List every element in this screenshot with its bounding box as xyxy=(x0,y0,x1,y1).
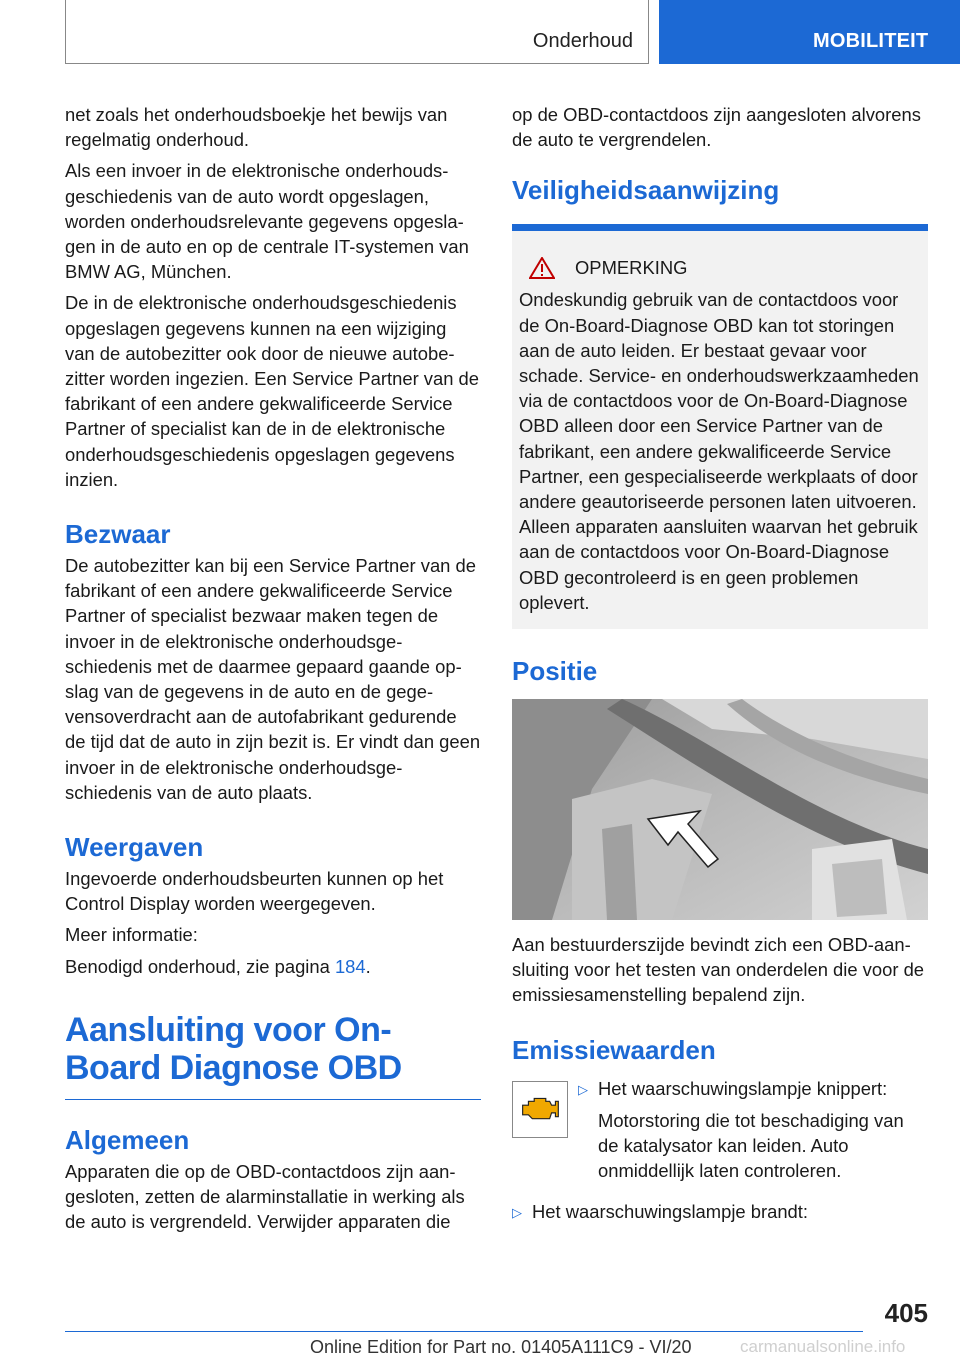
paragraph: Ingevoerde onderhoudsbeurten kunnen op het Control Display worden weergegeven. xyxy=(65,868,444,915)
page-reference-text: Benodigd onderhoud, zie pagina xyxy=(65,955,335,977)
header-tab-label[interactable]: MOBILITEIT xyxy=(813,30,929,52)
chapter-heading-block xyxy=(65,1011,481,1100)
heading-bezwaar: Bezwaar xyxy=(65,519,171,550)
warning-note-label: OPMERKING xyxy=(575,257,688,279)
heading-veiligheid: Veiligheidsaanwijzing xyxy=(512,175,780,206)
bullet-triangle-icon: ▷ xyxy=(578,1081,588,1097)
paragraph: De autobezitter kan bij een Service Partner van de fabrikant of een andere gekwalificeerde Service Partner of specialist bezwaar maken tegen de invoer in de elektronische onderhoudsgeschiedenis met de daarmee gepaard gaande opslag van de gegevens in de auto en de gegevensoverdracht aan de autofabrikant gedurende de tijd dat de auto in zijn bezit is. Er vindt dan geen invoer in de elektronische onderhoudsgeschiedenis van de auto plaats. xyxy=(65,555,481,803)
paragraph: op de OBD-contactdoos zijn aangesloten alvorens de auto te vergrendelen. xyxy=(512,104,921,151)
heading-positie: Positie xyxy=(512,656,598,687)
page-reference-link[interactable]: 184 xyxy=(334,955,366,977)
list-item xyxy=(578,1076,928,1102)
warning-note-text: Ondeskundig gebruik van de contactdoos voor de On-Board-Diagnose OBD kan tot storingen aan de auto leiden. Er bestaat gevaar voor schade. Service- en onderhoudswerkzaamheden via de contactdoos voor de On-Board-Diagnose OBD alleen door een Service Partner van de fabrikant, een andere gekwalificeerde Service Partner, een gespecialiseerde werkplaats of door andere geautoriseerde personen laten uitvoeren. Alleen apparaten aansluiten waarvan het gebruik aan de contactdoos voor On-Board-Diagnose OBD gecontroleerd is en geen problemen oplevert. xyxy=(519,289,919,613)
paragraph: Aan bestuurderszijde bevindt zich een OBD-aansluiting voor het testen van onderdelen die voor de emissiesamenstelling bepalend zijn. xyxy=(512,934,925,1006)
list-item-text: Het waarschuwingslampje knippert: xyxy=(598,1077,888,1099)
right-column xyxy=(512,102,928,1232)
left-column xyxy=(65,102,481,1241)
list-item-subtext: Motorstoring die tot beschadiging van de katalysator kan leiden. Auto onmiddellijk laten controleren. xyxy=(598,1109,904,1182)
paragraph: Apparaten die op de OBD-contactdoos zijn aangesloten, zetten de alarminstallatie in werking als de auto is vergrendeld. Verwijder apparaten die xyxy=(65,1160,465,1233)
obd-position-photo xyxy=(512,699,928,920)
chapter-title: Aansluiting voor On-Board Diagnose OBD xyxy=(65,1010,402,1087)
page-number: 405 xyxy=(884,1298,928,1328)
footer-watermark: carmanualsonline.info xyxy=(740,1337,906,1356)
emission-row xyxy=(512,1076,928,1190)
paragraph: Meer informatie: xyxy=(65,924,198,946)
bullet-triangle-icon: ▷ xyxy=(512,1205,522,1221)
warning-note-title xyxy=(519,257,921,279)
footer-edition: Online Edition for Part no. 01405A111C9 - VI/20 xyxy=(310,1337,692,1357)
heading-emissie: Emissiewaarden xyxy=(512,1034,716,1065)
emission-bullets xyxy=(578,1076,928,1190)
warning-triangle-icon xyxy=(529,257,555,279)
list-item-text: Het waarschuwingslampje brandt: xyxy=(532,1201,808,1223)
heading-weergaven: Weergaven xyxy=(65,832,204,863)
header-section-title: Onderhoud xyxy=(532,30,633,52)
paragraph: De in de elektronische onderhoudsgeschiedenis opgeslagen gegevens kunnen na een wijziging van de autobezitter ook door de nieuwe autobezitter worden ingezien. Een Service Partner van de fabrikant of een andere gekwalificeerde Service Partner of specialist kan de in de elektronische onderhoudsgeschiedenis opgeslagen gegevens inzien. xyxy=(65,292,480,490)
warning-note xyxy=(512,231,928,629)
list-item xyxy=(512,1199,928,1225)
footer-rule xyxy=(65,1331,863,1332)
heading-algemeen: Algemeen xyxy=(65,1124,190,1155)
paragraph: net zoals het onderhoudsboekje het bewijs van regelmatig onderhoud. xyxy=(65,104,448,151)
page-reference xyxy=(65,954,481,979)
engine-warning-icon xyxy=(512,1081,568,1138)
paragraph: Als een invoer in de elektronische onderhoudsgeschiedenis van de auto wordt opgeslagen, worden onderhoudsrelevante gegevens opgeslagen in de auto en op de centrale IT-systemen van BMW AG, München. xyxy=(65,160,469,283)
heading-rule xyxy=(512,224,928,231)
page-reference-end: . xyxy=(365,955,371,977)
